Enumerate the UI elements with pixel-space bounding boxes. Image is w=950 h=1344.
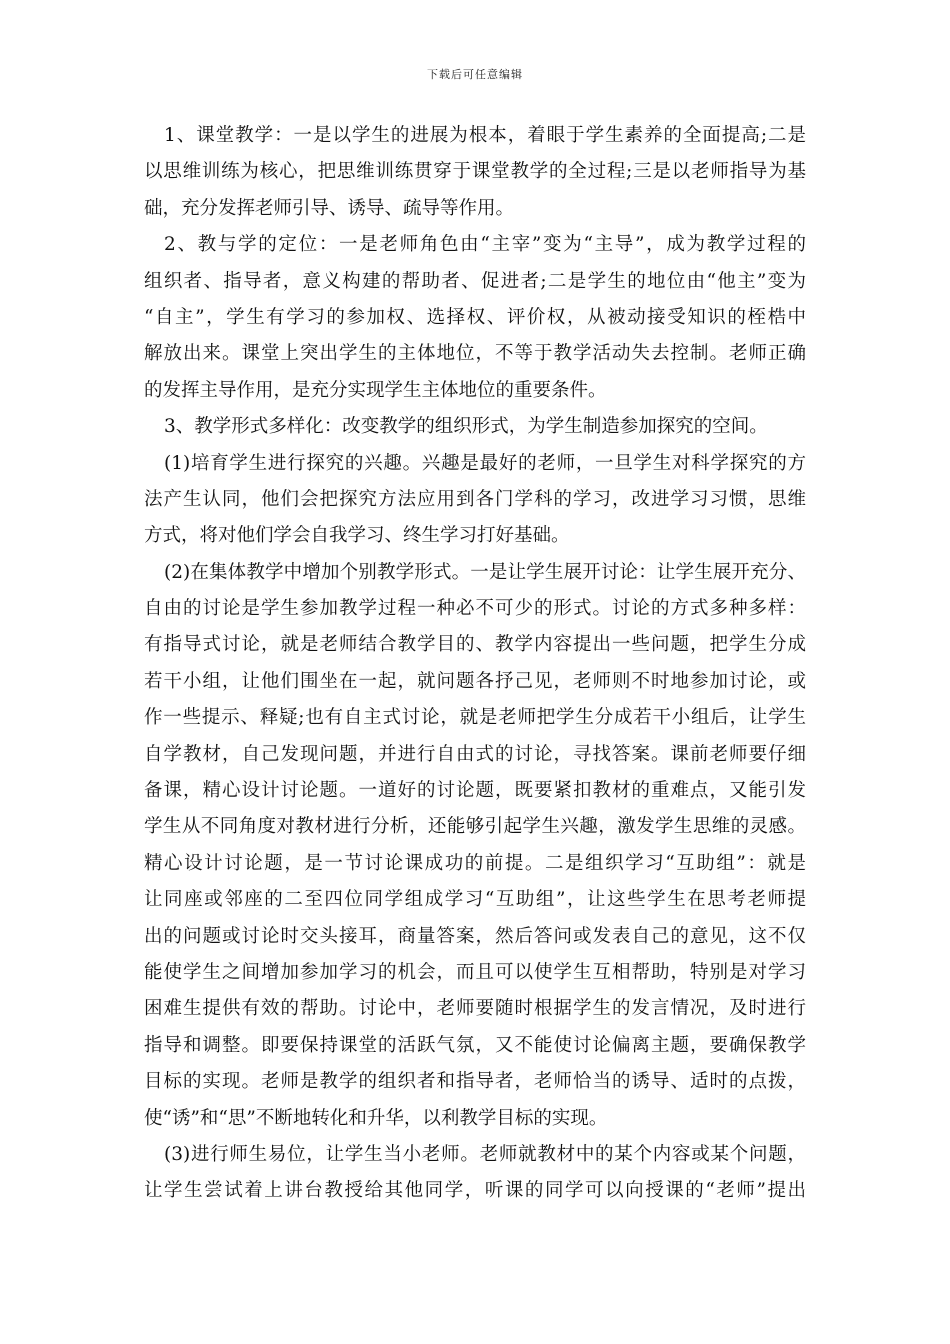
page-header-note: 下载后可任意编辑 [427, 68, 523, 81]
text-line: 2、教与学的定位：一是老师角色由“主宰”变为“主导”，成为教学过程的 [164, 234, 806, 256]
text-line: 础，充分发挥老师引导、诱导、疏导等作用。 [144, 197, 515, 219]
text-line: 让学生尝试着上讲台教授给其他同学，听课的同学可以向授课的“老师”提出 [144, 1180, 806, 1202]
text-line: 使“诱”和“思”不断地转化和升华，以利教学目标的实现。 [144, 1107, 608, 1129]
text-line: 组织者、指导者，意义构建的帮助者、促进者;二是学生的地位由“他主”变为 [144, 270, 806, 292]
text-line: 的发挥主导作用，是充分实现学生主体地位的重要条件。 [144, 379, 607, 401]
text-line: “自主”，学生有学习的参加权、选择权、评价权，从被动接受知识的桎梏中 [144, 306, 806, 328]
text-line: 自由的讨论是学生参加教学过程一种必不可少的形式。讨论的方式多种多样： [144, 598, 806, 620]
text-line: 3、教学形式多样化：改变教学的组织形式，为学生制造参加探究的空间。 [164, 416, 768, 438]
text-line: 自学教材，自己发现问题，并进行自由式的讨论，寻找答案。课前老师要仔细 [144, 743, 806, 765]
text-line: 指导和调整。即要保持课堂的活跃气氛，又不能使讨论偏离主题，要确保教学 [144, 1034, 806, 1056]
text-line: (2)在集体教学中增加个别教学形式。一是让学生展开讨论：让学生展开充分、 [164, 561, 806, 583]
text-line: 能使学生之间增加参加学习的机会，而且可以使学生互相帮助，特别是对学习 [144, 961, 806, 983]
text-line: 1、课堂教学：一是以学生的进展为根本，着眼于学生素养的全面提高;二是 [164, 125, 806, 146]
text-line: 出的问题或讨论时交头接耳，商量答案，然后答问或发表自己的意见，这不仅 [144, 925, 806, 947]
text-line: 若干小组，让他们围坐在一起，就问题各抒己见，老师则不时地参加讨论，或 [144, 670, 806, 692]
text-line: 学生从不同角度对教材进行分析，还能够引起学生兴趣，激发学生思维的灵感。 [144, 816, 806, 838]
text-line: 解放出来。课堂上突出学生的主体地位，不等于教学活动失去控制。老师正确 [144, 343, 806, 365]
text-line: 以思维训练为核心，把思维训练贯穿于课堂教学的全过程;三是以老师指导为基 [144, 161, 806, 183]
document-body [144, 118, 806, 1210]
text-line: 精心设计讨论题，是一节讨论课成功的前提。二是组织学习“互助组”：就是 [144, 852, 806, 874]
text-line: 作一些提示、释疑;也有自主式讨论，就是老师把学生分成若干小组后，让学生 [144, 707, 806, 729]
text-line: (3)进行师生易位，让学生当小老师。老师就教材中的某个内容或某个问题， [164, 1143, 806, 1165]
text-line: 有指导式讨论，就是老师结合教学目的、教学内容提出一些问题，把学生分成 [144, 634, 806, 656]
text-line: 法产生认同，他们会把探究方法应用到各门学科的学习，改进学习习惯，思维 [144, 488, 806, 510]
text-line: 让同座或邻座的二至四位同学组成学习“互助组”，让这些学生在思考老师提 [144, 889, 806, 911]
text-line: 备课，精心设计讨论题。一道好的讨论题，既要紧扣教材的重难点，又能引发 [144, 780, 806, 802]
text-line: 方式，将对他们学会自我学习、终生学习打好基础。 [144, 525, 570, 547]
text-line: 困难生提供有效的帮助。讨论中，老师要随时根据学生的发言情况，及时进行 [144, 998, 806, 1020]
text-line: 目标的实现。老师是教学的组织者和指导者，老师恰当的诱导、适时的点拨， [144, 1071, 806, 1093]
text-line: (1)培育学生进行探究的兴趣。兴趣是最好的老师，一旦学生对科学探究的方 [164, 452, 806, 474]
